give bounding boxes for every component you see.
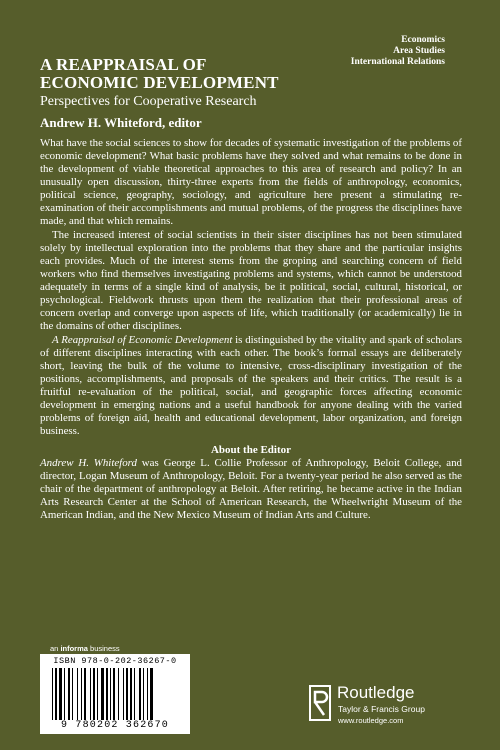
barcode-bar (64, 668, 65, 720)
title-line-1: A REAPPRAISAL OF (40, 55, 207, 74)
informa-brand: informa (60, 644, 88, 653)
barcode-bar (84, 668, 86, 720)
subject-economics: Economics (401, 35, 445, 45)
barcode-bar (52, 668, 53, 720)
book-subtitle: Perspectives for Cooperative Research (40, 94, 257, 109)
blurb-paragraph-3-text: is distinguished by the vitality and spark of scholars of different disciplines interacting with each other. The book’s formal essays are deliberately short, leaving the bulk of the volume to intensive, cross-disciplinary investigation of the positions, accomplishments, and proposals of the speakers and their critics. The result is a fruitful re-evaluation of the political, social, and geographic forces affecting economic development in emerging nations and a useful handbook for anyone dealing with the varied problems of foreign aid, health and educational development, labor organization, and foreign business. (40, 334, 462, 437)
blurb-paragraph-3 (40, 334, 462, 438)
barcode-bar (110, 668, 111, 720)
barcode-bar (68, 668, 70, 720)
barcode-bar (150, 668, 153, 720)
barcode-bar (106, 668, 108, 720)
barcode-bar (97, 668, 98, 720)
about-editor-bio: was George L. Collie Professor of Anthropology, Beloit College, and director, Logan Museum of Anthropology, Beloit. For a twenty-year period he also served as the chair of the department of anthropology at Beloit. After retiring, he became active in the Indian Arts Research Center at the School of American Research, the Wheelwright Museum of the American Indian, and the New Mexico Museum of Indian Arts and Culture. (40, 457, 462, 521)
about-editor-heading: About the Editor (210, 444, 292, 456)
barcode-bar (147, 668, 148, 720)
blurb-paragraph-1: What have the social sciences to show for decades of systematic investigation of the problems of economic development? What basic problems have they solved and what remains to be done in the development of viable theoretical approaches to this area of research and policy? In an unusually open discussion, thirty-three experts from the fields of anthropology, economics, political science, geography, sociology, and agriculture here present a stimulating re-examination of their accomplishments and mutual problems, of the progress the disciplines have made, and that which remains. (40, 137, 462, 227)
book-title-italic: A Reappraisal of Economic Development (52, 334, 233, 346)
barcode-bar (90, 668, 91, 720)
publisher-name: Routledge (337, 683, 415, 702)
barcode-bar (123, 668, 124, 720)
informa-business-tag: an informa business (50, 644, 120, 653)
barcode-bar (118, 668, 119, 720)
about-editor-text (40, 457, 462, 522)
barcode-bars (52, 668, 178, 720)
barcode-bar (59, 668, 62, 720)
barcode-bar (134, 668, 135, 720)
barcode-bar (126, 668, 128, 720)
barcode-bar (55, 668, 57, 720)
barcode-bar (113, 668, 115, 720)
book-title (40, 56, 279, 92)
isbn-barcode (40, 654, 190, 734)
subject-area-studies: Area Studies (393, 46, 445, 56)
blurb (40, 137, 462, 522)
blurb-paragraph-2: The increased interest of social scientists in their sister disciplines has not been stimulated solely by intellectual exploration into the problems that they share and the particular insights each provides. Much of the interest stems from the groping and searching concern of field workers who find themselves investigating problems and systems, which cannot be understood adequately in terms of a single kind of analysis, be it political, social, cultural, historical, or psychological. Fieldwork thrusts upon them the realization that their professional areas of concern overlap and converge upon aspects of life, which traditionally (or academically) lie in the domains of other disciplines. (40, 229, 462, 332)
about-editor-name: Andrew H. Whiteford (40, 457, 137, 469)
barcode-bar (93, 668, 95, 720)
barcode-bar (139, 668, 141, 720)
book-editor: Andrew H. Whiteford, editor (40, 115, 202, 130)
routledge-logo-icon (307, 683, 333, 723)
publisher-group: Taylor & Francis Group (338, 704, 425, 714)
barcode-bar (81, 668, 82, 720)
subject-international-relations: International Relations (350, 57, 445, 67)
subject-categories (351, 35, 445, 68)
barcode-bar (101, 668, 104, 720)
isbn-label: ISBN 978-0-202-36267-0 (53, 656, 177, 666)
publisher-url: www.routledge.com (338, 716, 404, 725)
title-line-2: ECONOMIC DEVELOPMENT (40, 73, 279, 92)
barcode-bar (72, 668, 73, 720)
barcode-bar (130, 668, 132, 720)
barcode-bar (77, 668, 78, 720)
barcode-bar (143, 668, 144, 720)
isbn-digits: 9 780202 362670 (60, 720, 169, 731)
